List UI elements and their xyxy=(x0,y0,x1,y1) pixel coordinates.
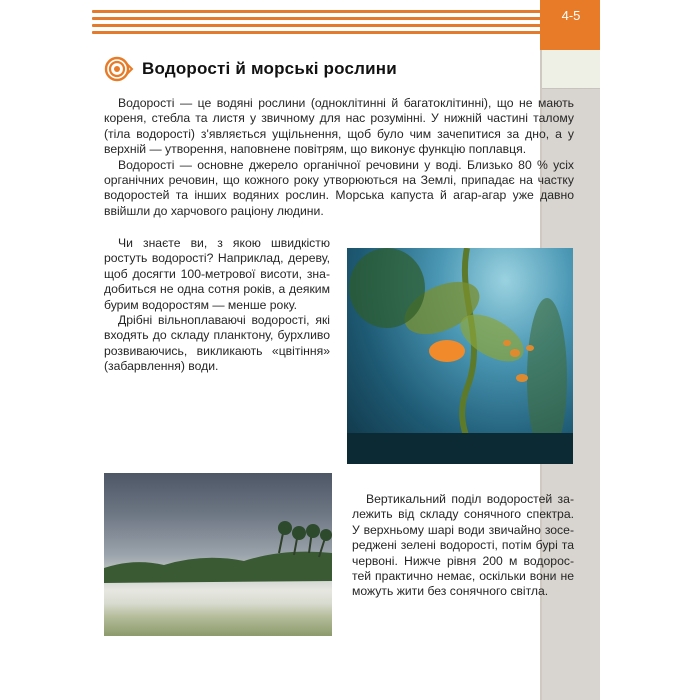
paragraph: Вертикальний поділ водоростей залежить від складу сонячного спектра. У верхньому шарі води звичайно зосереджені зелені водорості, потім бурі та червоні. Нижче рівня 200 м водоростей практично немає, оскільки вони не можуть жити без сонячного світла. xyxy=(352,492,574,599)
kelp-forest-photo xyxy=(347,248,573,464)
side-text xyxy=(104,236,330,375)
caption-text xyxy=(352,492,574,600)
tropical-beach-photo xyxy=(104,473,332,636)
paragraph: Водорості — основне джерело органічної речовини у воді. Близько 80 % усіх органічних речовин, що кожного року утворюються на Землі, припадає на частку водоростей та інших водяних рослин. Морська капуста й агар-агар уже давно ввійшли до харчового раціону людини. xyxy=(104,157,574,218)
spiral-bullet-icon xyxy=(104,56,134,82)
paragraph: Дрібні вільноплаваючі водорості, які входять до складу планктону, бурхливо розвиваючись, викликають «цвітіння» (забарвлення) води. xyxy=(104,313,330,374)
paragraph: Чи знаєте ви, з якою швидкістю ростуть водорості? Наприклад, дереву, щоб досягти 100-метрової висоти, знадобиться не одна сотня років, а деяким бурим водоростям — менше року. xyxy=(104,236,330,312)
section-heading xyxy=(104,56,397,82)
intro-text xyxy=(104,96,574,219)
paragraph: Водорості — це водяні рослини (одноклітинні й багатоклітинні), що не мають кореня, стебла та листя у звичному для нас розумінні. У нижній частині талому (тіла водорості) з'являється ущільнення, щоб було чим зачепитися за дно, а у верхній — утворення, наповнене повітрям, що виконує функцію поплавця. xyxy=(104,96,574,157)
page-number: 4-5 xyxy=(561,8,581,23)
header-stripes xyxy=(92,8,542,34)
heading-title: Водорості й морські рослини xyxy=(142,59,397,78)
